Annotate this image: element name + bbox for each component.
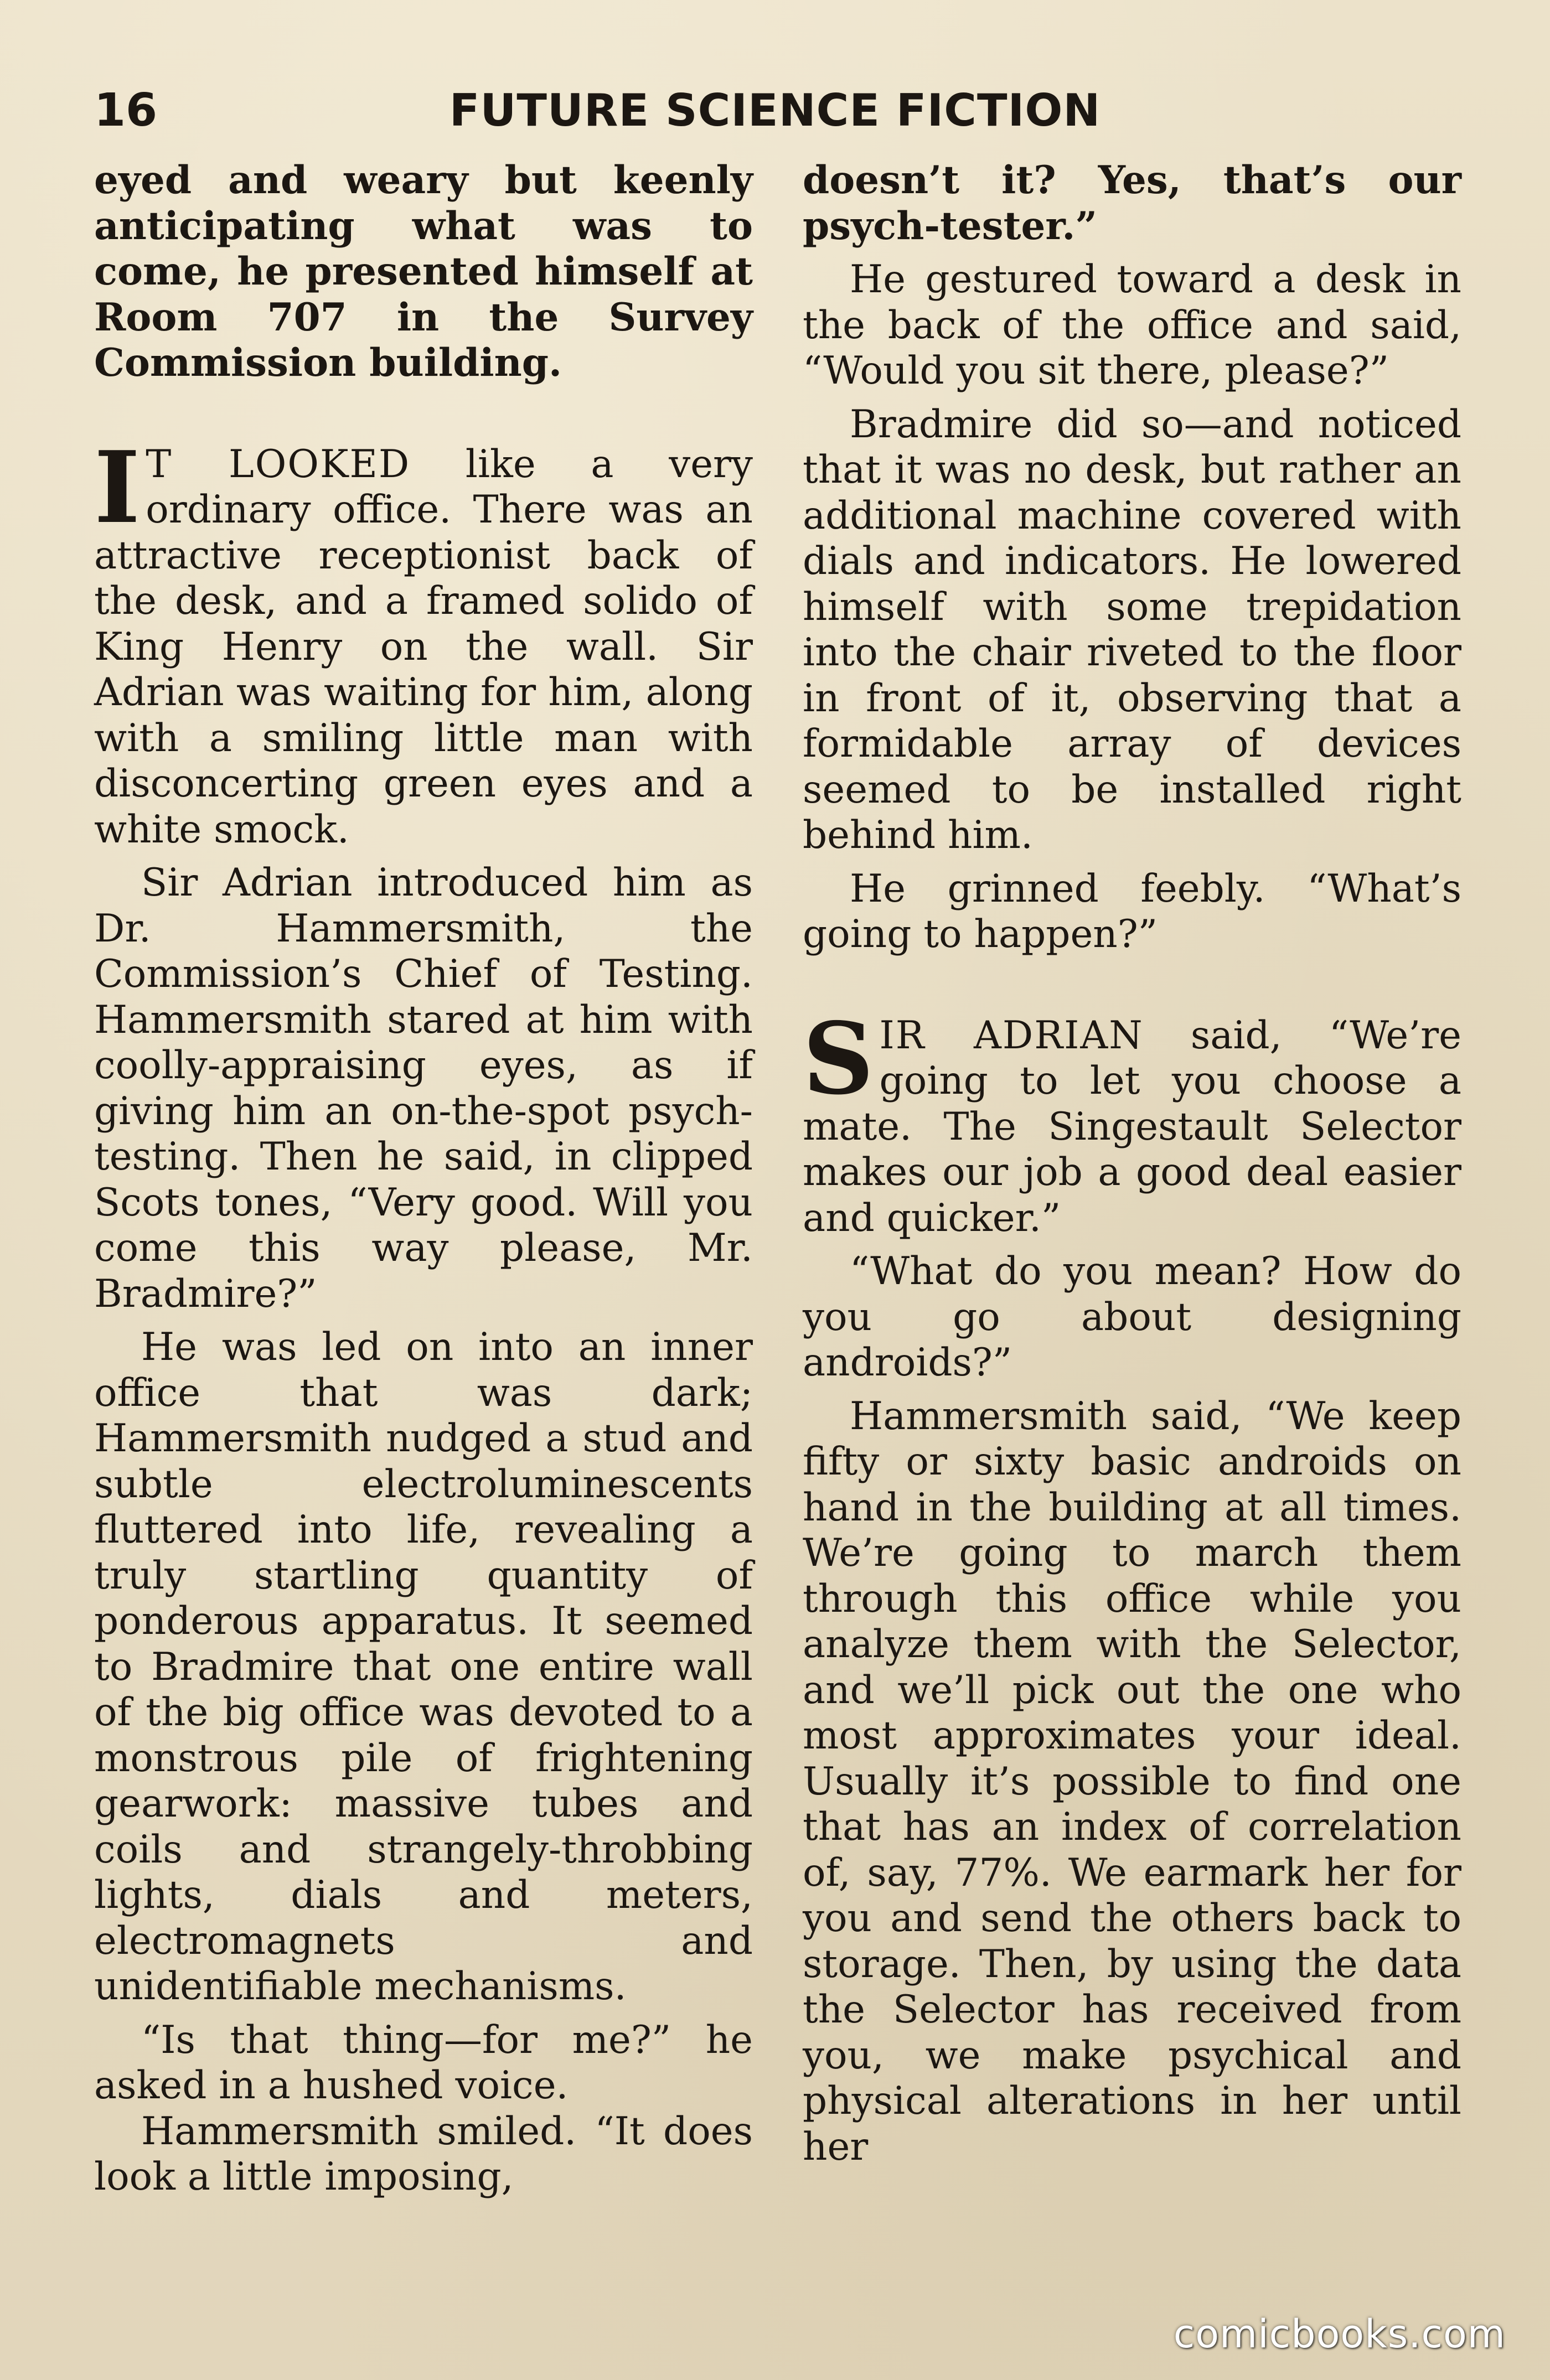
left-paragraph-2 [94,429,753,853]
right-column [803,158,1461,2170]
running-head: FUTURE SCIENCE FICTION [449,85,1101,136]
left-paragraph-3: Sir Adrian introduced him as Dr. Hammersmith, the Commission’s Chief of Testing. Hammersmith stared at him with coolly-appraising eyes, as if giving him an on-the-spot psych-testing. Then he said, in clipped Scots tones, “Very good. Will you come this way please, Mr. Bradmire?” [94,861,753,1316]
left-paragraph-5: “Is that thing—for me?” he asked in a hushed voice. [94,2017,753,2108]
watermark-logo: comicbooks.com [1173,2311,1506,2357]
paragraph-text: said, “We’re going to let you choose a mate. The Singestault Selector makes our job a good deal easier and quicker.” [803,1013,1461,1240]
drop-cap-s: S [803,1000,874,1116]
drop-cap-i: I [94,429,141,545]
left-paragraph-4: He was led on into an inner office that was dark; Hammersmith nudged a stud and subtle electroluminescents fluttered into life, revealing a truly startling quantity of ponderous apparatus. It seemed to Bradmire that one entire wall of the big office was devoted to a monstrous pile of frightening gearwork: massive tubes and coils and strangely-throbbing lights, dials and meters, electromagnets and unidentifiable mechanisms. [94,1325,753,2009]
left-paragraph-1: eyed and weary but keenly anticipating what was to come, he presented himself at Room 707 in the Survey Commission building. [94,158,753,385]
lead-in-text: T LOOKED [146,442,411,487]
left-column [94,158,753,2200]
right-paragraph-2: He gestured toward a desk in the back of the office and said, “Would you sit there, please?” [803,257,1461,393]
left-paragraph-6: Hammersmith smiled. “It does look a little imposing, [94,2109,753,2199]
right-paragraph-7: Hammersmith said, “We keep fifty or sixty basic androids on hand in the building at all times. We’re going to march them through this office while you analyze them with the Selector, and we’ll pick out the one who most approximates your ideal. Usually it’s possible to find one that has an index of correlation of, say, 77%. We earmark her for you and send the others back to storage. Then, by using the data the Selector has received from you, we make psychical and physical alterations in her until her [803,1394,1461,2169]
paragraph-text: like a very ordinary office. There was an attractive receptionist back of the desk, and a framed solido of King Henry on the wall. Sir Adrian was waiting for him, along with a smiling little man with disconcerting green eyes and a white smock. [94,442,753,852]
right-paragraph-4: He grinned feebly. “What’s going to happen?” [803,866,1461,956]
right-paragraph-3: Bradmire did so—and noticed that it was no desk, but rather an additional machine covered with dials and indicators. He lowered himself with some trepidation into the chair riveted to the floor in front of it, observing that a formidable array of devices seemed to be installed right behind him. [803,402,1461,857]
page-header [94,83,1456,144]
right-paragraph-5 [803,1000,1461,1241]
lead-in-text: IR ADRIAN [879,1013,1144,1058]
page-number: 16 [94,84,158,137]
right-paragraph-1: doesn’t it? Yes, that’s our psych-tester.” [803,158,1461,249]
right-paragraph-6: “What do you mean? How do you go about designing androids?” [803,1249,1461,1385]
